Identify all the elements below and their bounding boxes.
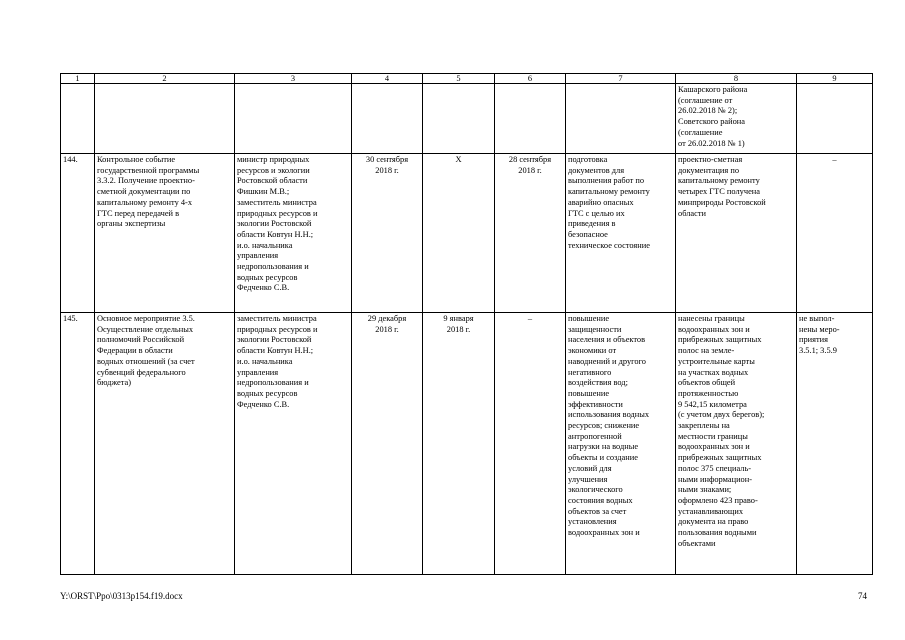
start-date: 9 января 2018 г. [423,313,495,575]
planned-result: повышение защищенности населения и объектов экономики от наводнений и другого негативного воздействия вод; повышение эффективности использования водных ресурсов; снижение антропогенной нагрузки на водные объекты и создание условий для улучшения экологического состояния водных объектов за счет установления водоохранных зон и [566,313,676,575]
empty-cell [95,84,235,154]
empty-cell [423,84,495,154]
start-date: Х [423,154,495,313]
empty-cell [61,84,95,154]
empty-cell [235,84,352,154]
planned-date: 30 сентября 2018 г. [352,154,423,313]
table-row-145 [61,313,873,575]
empty-cell [566,84,676,154]
problems: – [797,154,873,313]
row-number: 145. [61,313,95,575]
column-number-2: 2 [95,74,235,84]
actual-result: нанесены границы водоохранных зон и прибрежных защитных полос на земле- устроительные карты на участках водных объектов общей протяженностью 9 542,15 километра (с учетом двух берегов); закреплены на местности границы водоохранных зон и прибрежных защитных полос 375 специаль- ными информацион- ными знаками; оформлено 423 право- устанавливающих документа на право пользования водными объектами [676,313,797,575]
empty-cell [495,84,566,154]
actual-date: 28 сентября 2018 г. [495,154,566,313]
empty-cell [797,84,873,154]
column-number-9: 9 [797,74,873,84]
column-number-row [61,74,873,84]
planned-result: подготовка документов для выполнения работ по капитальному ремонту аварийно опасных ГТС с целью их приведения в безопасное техническое состояние [566,154,676,313]
report-table [60,73,873,575]
empty-cell [352,84,423,154]
problems: не выпол- нены меро- приятия 3.5.1; 3.5.9 [797,313,873,575]
event-name: Основное мероприятие 3.5. Осуществление отдельных полномочий Российской Федерации в области водных отношений (за счет субвенций федерального бюджета) [95,313,235,575]
row-number: 144. [61,154,95,313]
event-name: Контрольное событие государственной программы 3.3.2. Получение проектно- сметной документации по капитальному ремонту 4-х ГТС перед передачей в органы экспертизы [95,154,235,313]
actual-date: – [495,313,566,575]
continuation-result-cell: Кашарского района (соглашение от 26.02.2018 № 2); Советского района (соглашение от 26.02.2018 № 1) [676,84,797,154]
column-number-4: 4 [352,74,423,84]
file-path: Y:\ORST\Ppo\0313p154.f19.docx [60,591,183,601]
responsible-person: министр природных ресурсов и экологии Ростовской области Фишкин М.В.; заместитель министра природных ресурсов и экологии Ростовской области Ковтун Н.Н.; и.о. начальника управления недропользования и водных ресурсов Федченко С.В. [235,154,352,313]
responsible-person: заместитель министра природных ресурсов и экологии Ростовской области Ковтун Н.Н.; и.о. начальника управления недропользования и водных ресурсов Федченко С.В. [235,313,352,575]
continuation-row [61,84,873,154]
table-row-144 [61,154,873,313]
column-number-1: 1 [61,74,95,84]
column-number-6: 6 [495,74,566,84]
planned-date: 29 декабря 2018 г. [352,313,423,575]
actual-result: проектно-сметная документация по капитальному ремонту четырех ГТС получена минприроды Ростовской области [676,154,797,313]
column-number-3: 3 [235,74,352,84]
page-number: 74 [858,591,867,601]
column-number-8: 8 [676,74,797,84]
column-number-7: 7 [566,74,676,84]
column-number-5: 5 [423,74,495,84]
